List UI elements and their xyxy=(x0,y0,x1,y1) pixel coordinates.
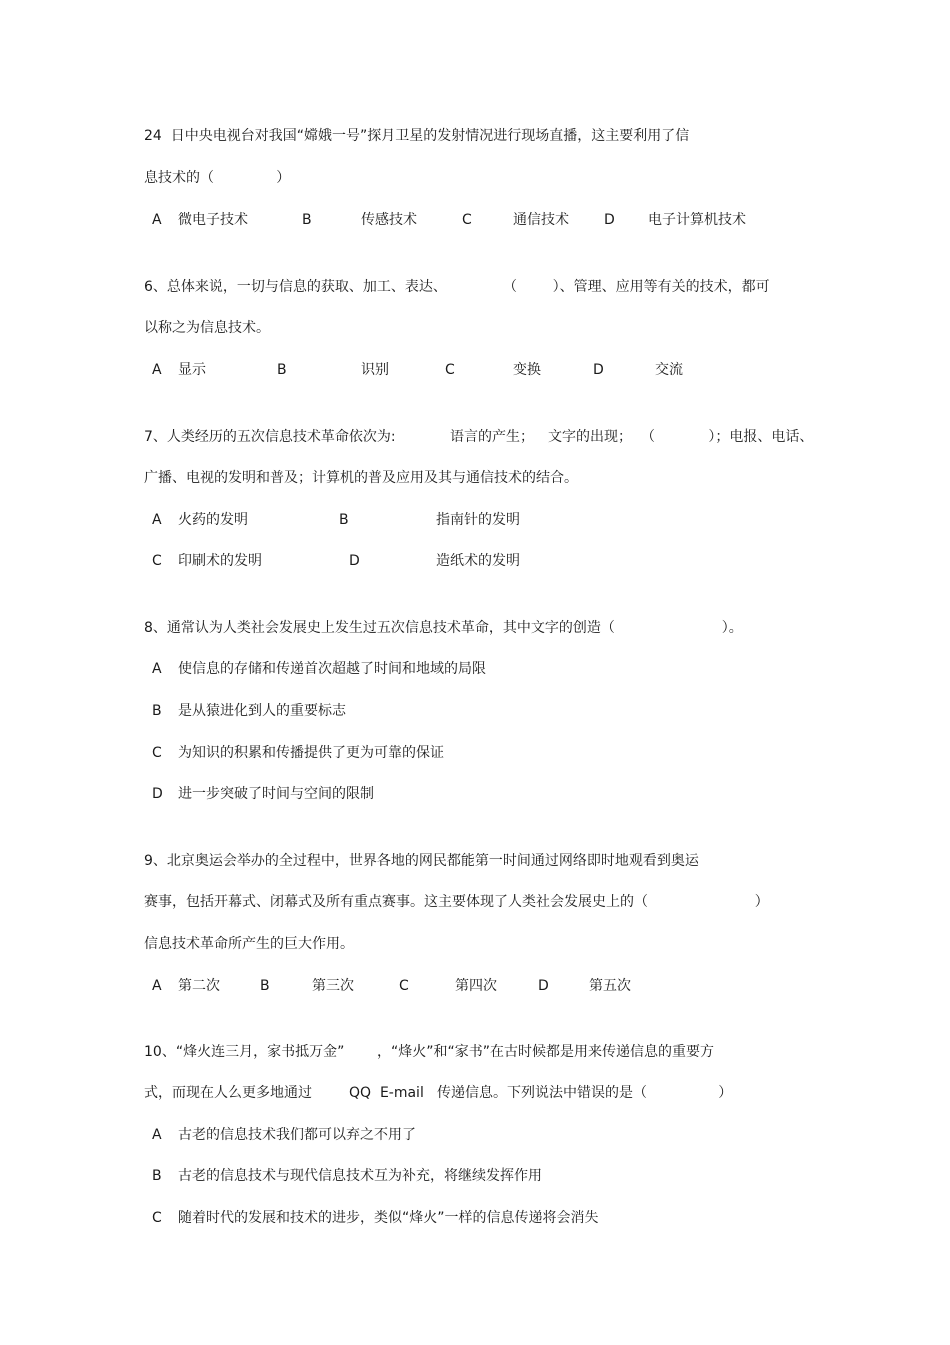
question-7-stem-line-1b: 语言的产生； xyxy=(450,429,534,445)
option-c-letter: C xyxy=(152,1210,162,1226)
question-6-stem-line-1b: （ ）、管理、应用等有关的技术，都可 xyxy=(503,279,770,295)
option-b-text: 第三次 xyxy=(312,978,354,994)
question-7-stem-line-1d: （ ）；电报、电话、 xyxy=(641,429,814,445)
option-d-letter: D xyxy=(593,362,604,378)
question-10-stem-line-2a: 式，而现在人么更多地通过 xyxy=(144,1085,312,1101)
option-b-text: 传感技术 xyxy=(361,212,417,228)
option-b-letter: B xyxy=(152,703,162,719)
option-b-letter: B xyxy=(260,978,270,994)
option-a-letter: A xyxy=(152,362,162,378)
option-b-text: 识别 xyxy=(361,362,389,378)
option-a-text: 显示 xyxy=(178,362,206,378)
question-6-stem-line-1a: 6、总体来说，一切与信息的获取、加工、表达、 xyxy=(144,279,447,295)
question-7-stem-line-1c: 文字的出现； xyxy=(548,429,632,445)
option-d-letter: D xyxy=(538,978,549,994)
option-c-letter: C xyxy=(399,978,409,994)
question-10-stem-line-2c: 传递信息。下列说法中错误的是（ ） xyxy=(437,1085,733,1101)
option-c-text: 印刷术的发明 xyxy=(178,553,262,569)
option-b-letter: B xyxy=(339,512,349,528)
option-c-text: 通信技术 xyxy=(513,212,569,228)
question-10-stem-line-1a: 10、“烽火连三月，家书抵万金” xyxy=(144,1044,345,1060)
option-d-text: 第五次 xyxy=(589,978,631,994)
option-c-text: 第四次 xyxy=(455,978,497,994)
option-b-text: 是从猿进化到人的重要标志 xyxy=(178,703,346,719)
option-b-letter: B xyxy=(302,212,312,228)
option-d-text: 造纸术的发明 xyxy=(436,553,520,569)
option-a-text: 火药的发明 xyxy=(178,512,248,528)
question-8-stem-line-1: 8、通常认为人类社会发展史上发生过五次信息技术革命，其中文字的创造（ ）。 xyxy=(144,620,743,636)
option-a-letter: A xyxy=(152,661,162,677)
option-a-letter: A xyxy=(152,212,162,228)
question-24-stem-line-1: 24 日中央电视台对我国“嫦娥一号”探月卫星的发射情况进行现场直播，这主要利用了信 xyxy=(144,128,690,144)
option-d-letter: D xyxy=(604,212,615,228)
question-9-stem-line-1: 9、北京奥运会举办的全过程中，世界各地的网民都能第一时间通过网络即时地观看到奥运 xyxy=(144,853,699,869)
option-a-text: 使信息的存储和传递首次超越了时间和地域的局限 xyxy=(178,661,486,677)
option-d-text: 电子计算机技术 xyxy=(648,212,746,228)
question-9-stem-line-3: 信息技术革命所产生的巨大作用。 xyxy=(144,936,354,952)
option-c-text: 变换 xyxy=(513,362,541,378)
option-c-letter: C xyxy=(445,362,455,378)
option-b-text: 古老的信息技术与现代信息技术互为补充，将继续发挥作用 xyxy=(178,1168,542,1184)
question-7-stem-line-2: 广播、电视的发明和普及；计算机的普及应用及其与通信技术的结合。 xyxy=(144,470,578,486)
question-6-stem-line-2: 以称之为信息技术。 xyxy=(144,320,270,336)
option-b-text: 指南针的发明 xyxy=(436,512,520,528)
option-c-letter: C xyxy=(152,745,162,761)
option-a-text: 微电子技术 xyxy=(178,212,248,228)
question-10-stem-line-2b: QQ E-mail xyxy=(349,1085,424,1101)
option-a-text: 第二次 xyxy=(178,978,220,994)
option-c-letter: C xyxy=(152,553,162,569)
option-d-text: 进一步突破了时间与空间的限制 xyxy=(178,786,374,802)
question-10-stem-line-1b: ，“烽火”和“家书”在古时候都是用来传递信息的重要方 xyxy=(377,1044,715,1060)
option-c-text: 随着时代的发展和技术的进步，类似“烽火”一样的信息传递将会消失 xyxy=(178,1210,599,1226)
option-a-letter: A xyxy=(152,1127,162,1143)
option-d-text: 交流 xyxy=(655,362,683,378)
question-7-stem-line-1a: 7、人类经历的五次信息技术革命依次为: xyxy=(144,429,396,445)
option-a-letter: A xyxy=(152,978,162,994)
option-c-letter: C xyxy=(462,212,472,228)
question-9-stem-line-2: 赛事，包括开幕式、闭幕式及所有重点赛事。这主要体现了人类社会发展史上的（ ） xyxy=(144,894,769,910)
option-a-letter: A xyxy=(152,512,162,528)
option-b-letter: B xyxy=(152,1168,162,1184)
option-d-letter: D xyxy=(349,553,360,569)
option-a-text: 古老的信息技术我们都可以弃之不用了 xyxy=(178,1127,416,1143)
option-c-text: 为知识的积累和传播提供了更为可靠的保证 xyxy=(178,745,444,761)
option-d-letter: D xyxy=(152,786,163,802)
question-24-stem-line-2: 息技术的（ ） xyxy=(144,170,291,186)
option-b-letter: B xyxy=(277,362,287,378)
